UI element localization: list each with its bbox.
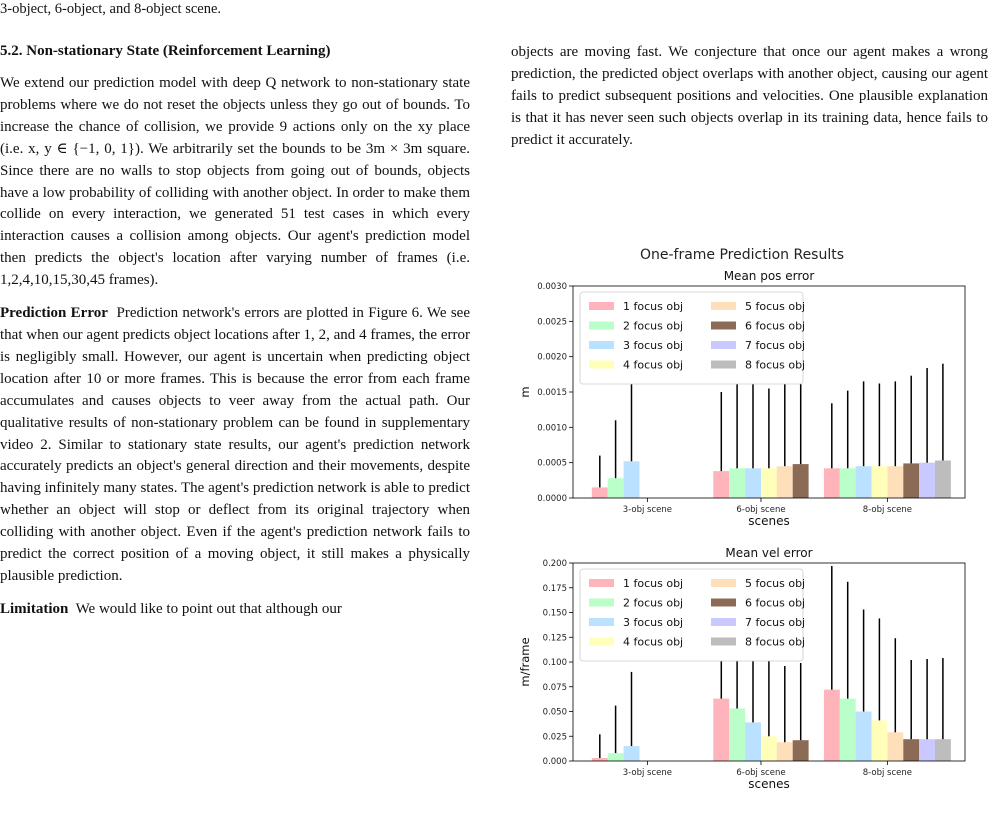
bar-2-focus-8-obj: [840, 468, 856, 498]
bar-7-focus-8-obj: [919, 739, 935, 761]
bar-3-focus-8-obj: [856, 712, 872, 762]
bar-8-focus-8-obj: [935, 461, 951, 499]
legend-swatch: [589, 322, 614, 330]
bar-5-focus-8-obj: [887, 732, 903, 761]
legend-swatch: [589, 579, 614, 587]
y-axis-label: m: [518, 386, 532, 398]
legend-label: 3 focus obj: [623, 339, 684, 352]
y-tick-label: 0.0015: [537, 388, 567, 398]
legend-label: 2 focus obj: [623, 319, 684, 333]
legend-swatch: [711, 302, 736, 310]
bar-3-focus-6-obj: [745, 468, 761, 498]
x-tick-label: 8-obj scene: [862, 768, 913, 778]
y-tick-label: 0.0030: [537, 282, 567, 292]
legend-label: 6 focus obj: [745, 319, 806, 333]
x-axis-label: scenes: [748, 514, 790, 528]
bar-6-focus-6-obj: [793, 464, 809, 498]
bar-4-focus-8-obj: [872, 466, 888, 498]
right-column: [511, 0, 988, 791]
bar-1-focus-8-obj: [824, 690, 840, 761]
y-tick-label: 0.125: [542, 633, 567, 644]
x-tick-label: 6-obj scene: [736, 505, 786, 515]
bar-3-focus-6-obj: [745, 722, 761, 761]
legend-label: 1 focus obj: [623, 577, 684, 590]
bar-3-focus-3-obj: [624, 746, 640, 761]
bar-4-focus-6-obj: [761, 736, 777, 761]
chart-title: Mean vel error: [725, 546, 813, 560]
figure-caption-tail: 3-object, 6-object, and 8-object scene.: [0, 1, 222, 17]
x-tick-label: 3-obj scene: [622, 768, 673, 778]
x-tick-label: 6-obj scene: [736, 768, 786, 778]
chart-mean-vel-error: [518, 546, 965, 791]
chart-title: Mean pos error: [723, 269, 815, 283]
legend-label: 4 focus obj: [623, 358, 684, 372]
limitation-paragraph: [0, 599, 470, 621]
right-column-paragraph: objects are moving fast. We conjecture that once our agent makes a wrong prediction, the predicted object overlaps with another object, causing our agent fails to predict subsequent positions and velocities. One plausible explanation is that it has never seen such objects overlap in its training data, hence fails to predict it accurately.: [511, 44, 988, 148]
bar-7-focus-8-obj: [919, 463, 935, 498]
legend-swatch: [711, 322, 736, 330]
y-tick-label: 0.050: [542, 707, 567, 718]
legend: [580, 292, 805, 384]
legend-label: 7 focus obj: [745, 339, 806, 352]
prediction-error-body: Prediction network's errors are plotted in Figure 6. We see that when our agent predicts object locations after 1, 2, and 4 frames, the error is negligibly small. However, our agent is uncertain when predicting object location after 10 or more frames. This is because the error from each frame accumulates and causes objects to veer away from the actual path. Our qualitative results of non-stationary problem can be found in supplementary video 2. Similar to stationary state results, our agent's prediction network accurately predicts an object's general direction and their movements, despite having infinitely many states. The agent's prediction network is able to predict whether an object will stop or deflect from its original trajectory when colliding with another object. Even if the agent's prediction network fails to predict the correct position of a moving object, it still makes a physically plausible prediction.: [0, 305, 470, 584]
y-tick-label: 0.150: [542, 608, 567, 619]
legend-label: 6 focus obj: [745, 596, 806, 610]
intro-paragraph: We extend our prediction model with deep Q network to non-stationary state problems where we do not reset the objects unless they go out of bounds. To increase the chance of collision, we provide 9 actions only on the xy place (i.e. x, y ∈ {−1, 0, 1}). We arbitrarily set the bounds to be 3m × 3m square. Since there are no walls to stop objects from going out of bounds, objects have a low probability of colliding with another object. In order to make them collide on every interaction, we generated 51 test cases in which every interaction causes a collision among objects. Our agent's prediction model then predicts the object's location after varying number of frames (i.e. 1,2,4,10,15,30,45 frames).: [0, 75, 470, 289]
legend-label: 8 focus obj: [745, 358, 806, 372]
y-tick-label: 0.025: [542, 732, 567, 743]
bar-2-focus-3-obj: [608, 753, 624, 761]
prediction-error-heading: Prediction Error: [0, 305, 108, 322]
bar-5-focus-8-obj: [887, 466, 903, 498]
legend-label: 8 focus obj: [745, 635, 806, 649]
limitation-heading: Limitation: [0, 600, 69, 617]
y-tick-label: 0.100: [542, 658, 567, 668]
legend-swatch: [711, 618, 736, 626]
y-tick-label: 0.175: [542, 583, 567, 594]
bar-2-focus-3-obj: [608, 478, 624, 498]
y-tick-label: 0.200: [542, 559, 567, 569]
y-tick-label: 0.075: [542, 682, 567, 693]
section-heading: 5.2. Non-stationary State (Reinforcement Learning): [0, 43, 331, 59]
legend-label: 7 focus obj: [745, 616, 806, 629]
bar-4-focus-8-obj: [872, 720, 888, 761]
legend-swatch: [711, 638, 736, 646]
y-tick-label: 0.0010: [537, 423, 567, 434]
legend-swatch: [711, 361, 736, 369]
legend: [580, 569, 805, 661]
legend-label: 5 focus obj: [745, 577, 806, 590]
bar-1-focus-6-obj: [713, 471, 729, 498]
bar-1-focus-3-obj: [592, 758, 608, 761]
legend-swatch: [711, 579, 736, 587]
figure-one-frame-prediction: [511, 236, 988, 796]
bar-2-focus-6-obj: [729, 468, 745, 498]
legend-swatch: [711, 341, 736, 349]
limitation-body: We would like to point out that although our: [75, 600, 342, 617]
y-tick-label: 0.0000: [537, 494, 567, 504]
bar-4-focus-6-obj: [761, 468, 777, 498]
legend-swatch: [589, 302, 614, 310]
bar-6-focus-8-obj: [903, 739, 919, 761]
x-tick-label: 8-obj scene: [862, 505, 913, 515]
figure-suptitle: One-frame Prediction Results: [639, 247, 845, 263]
bar-3-focus-8-obj: [856, 466, 872, 498]
legend-label: 5 focus obj: [745, 300, 806, 313]
bar-5-focus-6-obj: [777, 742, 793, 761]
legend-swatch: [589, 638, 614, 646]
legend-swatch: [589, 599, 614, 607]
y-tick-label: 0.000: [542, 757, 567, 767]
y-tick-label: 0.0025: [537, 317, 567, 328]
bar-2-focus-8-obj: [840, 699, 856, 761]
legend-label: 2 focus obj: [623, 596, 684, 610]
bar-3-focus-3-obj: [624, 461, 640, 498]
left-column: [0, 42, 470, 632]
y-tick-label: 0.0005: [537, 458, 567, 469]
legend-swatch: [589, 618, 614, 626]
legend-swatch: [589, 361, 614, 369]
bar-1-focus-3-obj: [592, 487, 608, 498]
bar-6-focus-6-obj: [793, 740, 809, 761]
legend-label: 3 focus obj: [623, 616, 684, 629]
x-tick-label: 3-obj scene: [622, 505, 673, 515]
y-axis-label: m/frame: [518, 637, 532, 687]
prediction-error-paragraph: [0, 303, 470, 588]
legend-label: 4 focus obj: [623, 635, 684, 649]
bar-5-focus-6-obj: [777, 466, 793, 498]
y-tick-label: 0.0020: [537, 352, 567, 363]
chart-mean-pos-error: [518, 269, 965, 528]
bar-8-focus-8-obj: [935, 739, 951, 761]
legend-swatch: [711, 599, 736, 607]
bar-6-focus-8-obj: [903, 463, 919, 498]
legend-label: 1 focus obj: [623, 300, 684, 313]
bar-1-focus-8-obj: [824, 468, 840, 498]
bar-1-focus-6-obj: [713, 699, 729, 761]
legend-swatch: [589, 341, 614, 349]
x-axis-label: scenes: [748, 777, 790, 791]
bar-2-focus-6-obj: [729, 709, 745, 762]
